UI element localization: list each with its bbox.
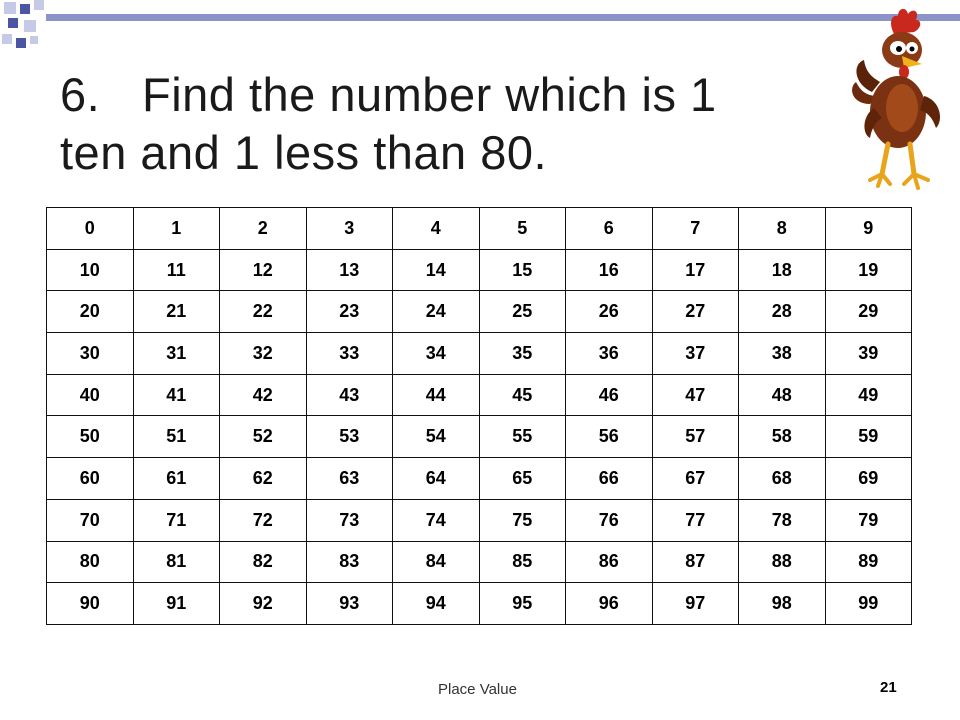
number-cell: 23 (306, 291, 393, 333)
number-cell: 92 (220, 583, 307, 625)
number-cell: 35 (479, 333, 566, 375)
number-cell: 97 (652, 583, 739, 625)
number-cell: 86 (566, 541, 653, 583)
number-cell: 24 (393, 291, 480, 333)
number-cell: 49 (825, 374, 912, 416)
number-cell: 5 (479, 208, 566, 250)
number-cell: 19 (825, 249, 912, 291)
page-number: 21 (880, 679, 897, 696)
number-cell: 89 (825, 541, 912, 583)
deco-square (24, 20, 36, 32)
question-number: 6. (60, 68, 101, 121)
number-cell: 88 (739, 541, 826, 583)
deco-square (34, 0, 44, 10)
table-row (47, 416, 912, 458)
number-cell: 76 (566, 499, 653, 541)
number-cell: 55 (479, 416, 566, 458)
number-cell: 12 (220, 249, 307, 291)
number-cell: 73 (306, 499, 393, 541)
number-cell: 67 (652, 458, 739, 500)
deco-square (4, 2, 16, 14)
number-cell: 37 (652, 333, 739, 375)
rooster-mascot-icon (848, 4, 950, 200)
slide-title (60, 66, 830, 182)
number-cell: 62 (220, 458, 307, 500)
number-cell: 43 (306, 374, 393, 416)
number-cell: 26 (566, 291, 653, 333)
number-cell: 77 (652, 499, 739, 541)
number-cell: 48 (739, 374, 826, 416)
number-cell: 99 (825, 583, 912, 625)
footer-label: Place Value (438, 681, 517, 698)
number-cell: 94 (393, 583, 480, 625)
number-cell: 74 (393, 499, 480, 541)
number-cell: 27 (652, 291, 739, 333)
table-row (47, 249, 912, 291)
number-cell: 71 (133, 499, 220, 541)
number-cell: 52 (220, 416, 307, 458)
number-cell: 29 (825, 291, 912, 333)
number-cell: 3 (306, 208, 393, 250)
number-cell: 68 (739, 458, 826, 500)
table-row (47, 333, 912, 375)
number-cell: 28 (739, 291, 826, 333)
number-cell: 69 (825, 458, 912, 500)
deco-square (16, 38, 26, 48)
number-cell: 7 (652, 208, 739, 250)
number-cell: 58 (739, 416, 826, 458)
number-cell: 81 (133, 541, 220, 583)
number-cell: 31 (133, 333, 220, 375)
number-cell: 36 (566, 333, 653, 375)
number-cell: 9 (825, 208, 912, 250)
table-row (47, 208, 912, 250)
number-cell: 46 (566, 374, 653, 416)
number-cell: 50 (47, 416, 134, 458)
number-cell: 87 (652, 541, 739, 583)
number-cell: 80 (47, 541, 134, 583)
number-cell: 93 (306, 583, 393, 625)
table-row (47, 499, 912, 541)
number-cell: 30 (47, 333, 134, 375)
number-cell: 32 (220, 333, 307, 375)
number-cell: 70 (47, 499, 134, 541)
title-line-1 (60, 66, 830, 124)
table-row (47, 374, 912, 416)
question-text-line2: ten and 1 less than 80. (60, 126, 548, 179)
number-cell: 42 (220, 374, 307, 416)
number-cell: 78 (739, 499, 826, 541)
number-cell: 33 (306, 333, 393, 375)
number-cell: 72 (220, 499, 307, 541)
number-cell: 40 (47, 374, 134, 416)
number-cell: 84 (393, 541, 480, 583)
number-cell: 17 (652, 249, 739, 291)
number-cell: 66 (566, 458, 653, 500)
table-row (47, 541, 912, 583)
number-cell: 34 (393, 333, 480, 375)
number-cell: 65 (479, 458, 566, 500)
number-cell: 57 (652, 416, 739, 458)
corner-decoration (0, 0, 960, 60)
number-cell: 20 (47, 291, 134, 333)
number-cell: 6 (566, 208, 653, 250)
number-cell: 79 (825, 499, 912, 541)
number-cell: 1 (133, 208, 220, 250)
number-cell: 75 (479, 499, 566, 541)
number-cell: 45 (479, 374, 566, 416)
number-cell: 82 (220, 541, 307, 583)
number-cell: 56 (566, 416, 653, 458)
number-cell: 10 (47, 249, 134, 291)
number-cell: 0 (47, 208, 134, 250)
number-cell: 8 (739, 208, 826, 250)
number-cell: 4 (393, 208, 480, 250)
table-row (47, 583, 912, 625)
number-cell: 13 (306, 249, 393, 291)
hundred-chart (46, 207, 912, 625)
number-cell: 85 (479, 541, 566, 583)
deco-square (20, 4, 30, 14)
number-cell: 83 (306, 541, 393, 583)
number-cell: 21 (133, 291, 220, 333)
number-cell: 90 (47, 583, 134, 625)
deco-square (30, 36, 38, 44)
number-cell: 59 (825, 416, 912, 458)
number-cell: 38 (739, 333, 826, 375)
number-cell: 60 (47, 458, 134, 500)
question-text-line1: Find the number which is 1 (142, 68, 717, 121)
number-cell: 44 (393, 374, 480, 416)
number-cell: 2 (220, 208, 307, 250)
number-cell: 64 (393, 458, 480, 500)
number-cell: 53 (306, 416, 393, 458)
number-cell: 41 (133, 374, 220, 416)
number-cell: 11 (133, 249, 220, 291)
table-row (47, 458, 912, 500)
deco-square (2, 34, 12, 44)
number-cell: 18 (739, 249, 826, 291)
number-cell: 63 (306, 458, 393, 500)
number-cell: 22 (220, 291, 307, 333)
number-cell: 98 (739, 583, 826, 625)
number-cell: 14 (393, 249, 480, 291)
deco-square (8, 18, 18, 28)
number-cell: 91 (133, 583, 220, 625)
number-cell: 15 (479, 249, 566, 291)
number-cell: 95 (479, 583, 566, 625)
number-cell: 51 (133, 416, 220, 458)
number-cell: 39 (825, 333, 912, 375)
table-row (47, 291, 912, 333)
number-cell: 61 (133, 458, 220, 500)
header-rule (46, 14, 960, 21)
number-cell: 25 (479, 291, 566, 333)
number-cell: 47 (652, 374, 739, 416)
number-cell: 54 (393, 416, 480, 458)
number-cell: 16 (566, 249, 653, 291)
number-cell: 96 (566, 583, 653, 625)
